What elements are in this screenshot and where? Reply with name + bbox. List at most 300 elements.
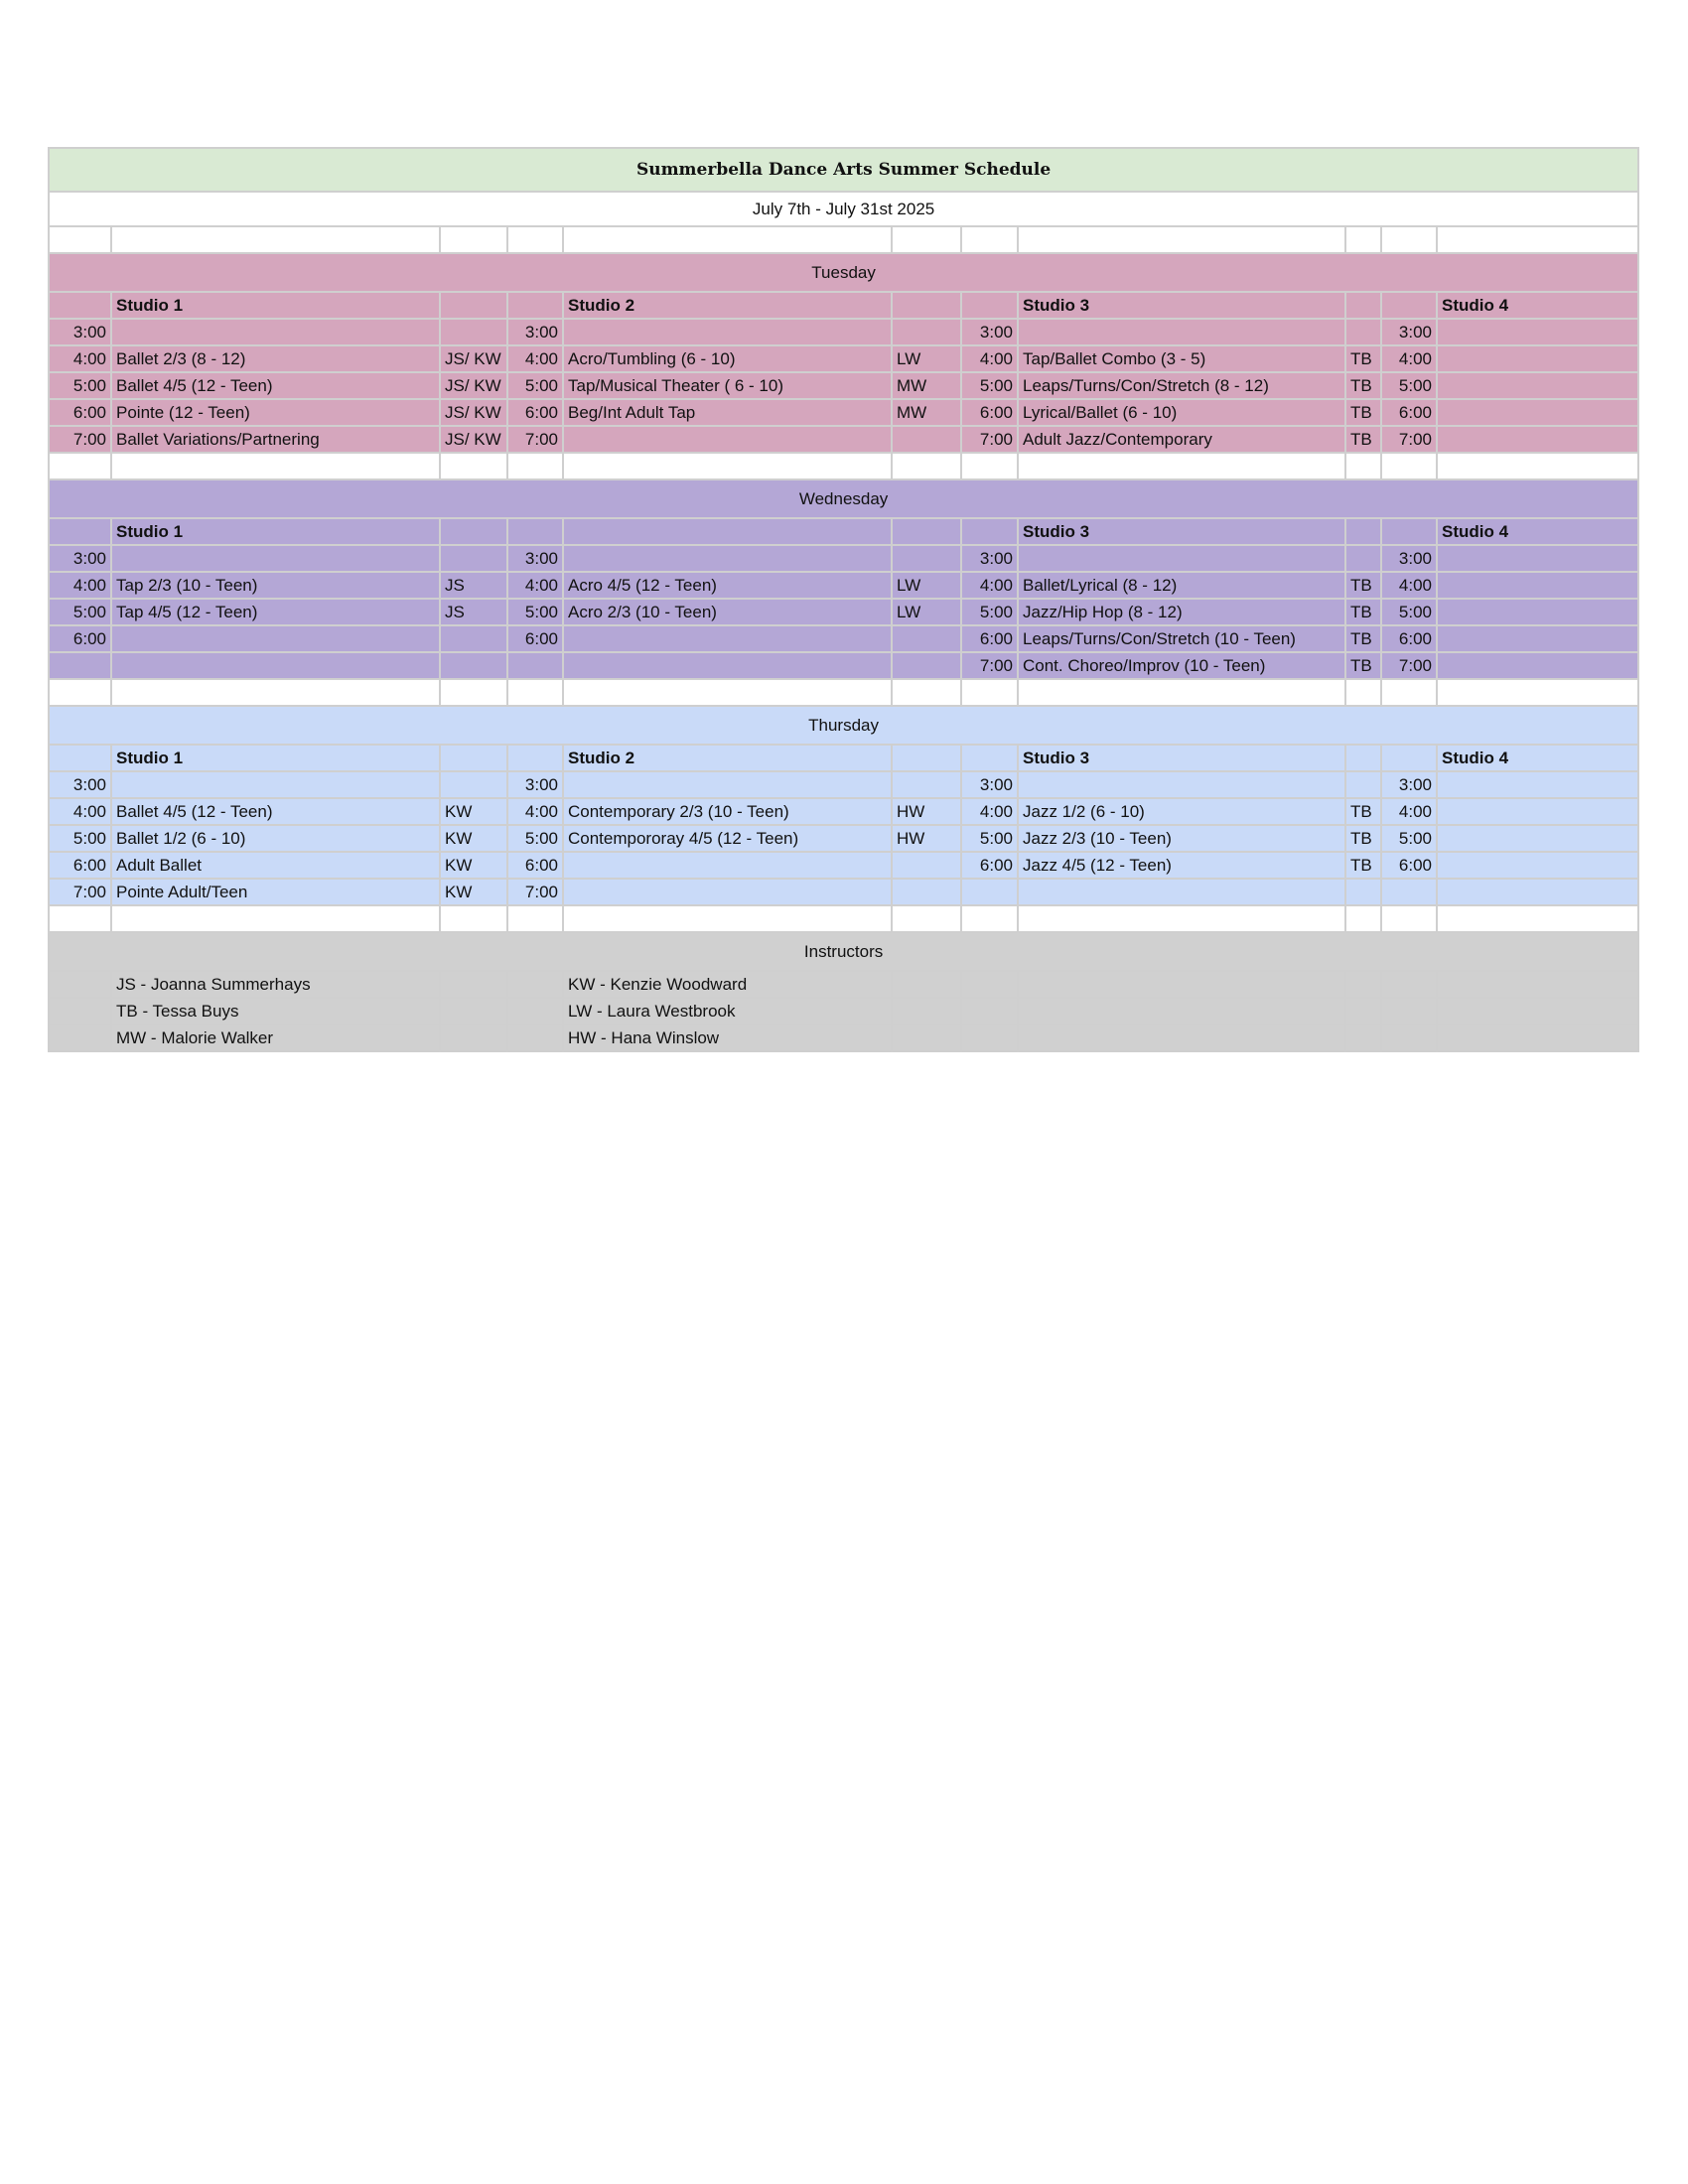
instructor-initials-cell <box>892 319 961 345</box>
time-cell: 3:00 <box>961 545 1018 572</box>
empty-cell <box>440 1024 507 1051</box>
time-cell: 5:00 <box>49 372 111 399</box>
empty-cell <box>1437 453 1638 479</box>
class-cell: Lyrical/Ballet (6 - 10) <box>1018 399 1345 426</box>
table-row <box>49 545 1638 572</box>
table-row <box>49 852 1638 879</box>
time-cell: 4:00 <box>961 572 1018 599</box>
schedule-table <box>48 147 1639 1052</box>
class-cell <box>1018 771 1345 798</box>
empty-cell <box>961 292 1018 319</box>
time-cell: 6:00 <box>49 625 111 652</box>
instructor-initials-cell <box>440 771 507 798</box>
empty-cell <box>892 905 961 932</box>
time-cell: 3:00 <box>49 545 111 572</box>
instructor-initials-cell <box>892 652 961 679</box>
time-cell: 6:00 <box>961 625 1018 652</box>
class-cell <box>563 879 892 905</box>
instructor-initials-cell: KW <box>440 798 507 825</box>
instructor-initials-cell: KW <box>440 852 507 879</box>
time-cell: 5:00 <box>507 599 563 625</box>
class-cell: Ballet 2/3 (8 - 12) <box>111 345 440 372</box>
studio-header <box>563 518 892 545</box>
instructor-initials-cell <box>1345 771 1381 798</box>
class-cell <box>111 545 440 572</box>
instructor-initials-cell <box>892 545 961 572</box>
instructor-initials-cell: TB <box>1345 652 1381 679</box>
class-cell: Tap 2/3 (10 - Teen) <box>111 572 440 599</box>
empty-cell <box>961 453 1018 479</box>
instructor-row <box>49 998 1638 1024</box>
studio-header: Studio 2 <box>563 292 892 319</box>
class-cell <box>1018 879 1345 905</box>
empty-cell <box>1381 292 1437 319</box>
time-cell: 5:00 <box>1381 372 1437 399</box>
time-cell: 7:00 <box>961 426 1018 453</box>
instructor-initials-cell <box>892 771 961 798</box>
empty-cell <box>892 518 961 545</box>
time-cell: 4:00 <box>1381 572 1437 599</box>
time-cell: 3:00 <box>507 545 563 572</box>
day-title: Wednesday <box>49 479 1638 518</box>
day-header-row <box>49 706 1638 745</box>
time-cell: 4:00 <box>49 345 111 372</box>
time-cell: 6:00 <box>961 852 1018 879</box>
empty-cell <box>1345 679 1381 706</box>
table-row <box>49 372 1638 399</box>
instructor-initials-cell <box>1345 319 1381 345</box>
class-cell <box>563 625 892 652</box>
instructor-initials-cell: KW <box>440 879 507 905</box>
instructor-initials-cell: JS <box>440 572 507 599</box>
empty-cell <box>1381 518 1437 545</box>
empty-cell <box>49 518 111 545</box>
empty-cell <box>49 292 111 319</box>
studio-header-row <box>49 518 1638 545</box>
class-cell: Beg/Int Adult Tap <box>563 399 892 426</box>
time-cell: 3:00 <box>1381 319 1437 345</box>
time-cell: 5:00 <box>961 825 1018 852</box>
instructor-name: MW - Malorie Walker <box>111 1024 440 1051</box>
time-cell: 7:00 <box>1381 652 1437 679</box>
empty-cell <box>1381 971 1437 998</box>
time-cell: 5:00 <box>507 372 563 399</box>
empty-cell <box>1018 1024 1345 1051</box>
empty-cell <box>440 971 507 998</box>
empty-cell <box>1018 998 1345 1024</box>
class-cell <box>111 771 440 798</box>
empty-cell <box>961 971 1018 998</box>
empty-cell <box>1437 998 1638 1024</box>
class-cell: Acro/Tumbling (6 - 10) <box>563 345 892 372</box>
empty-cell <box>49 905 111 932</box>
instructor-initials-cell: LW <box>892 345 961 372</box>
class-cell: Ballet Variations/Partnering <box>111 426 440 453</box>
instructor-name: HW - Hana Winslow <box>563 1024 892 1051</box>
class-cell: Contemporary 2/3 (10 - Teen) <box>563 798 892 825</box>
time-cell: 3:00 <box>1381 545 1437 572</box>
class-cell: Jazz/Hip Hop (8 - 12) <box>1018 599 1345 625</box>
empty-cell <box>440 226 507 253</box>
spacer-row <box>49 905 1638 932</box>
empty-cell <box>1381 905 1437 932</box>
studio-header: Studio 3 <box>1018 745 1345 771</box>
class-cell <box>1437 625 1638 652</box>
time-cell: 6:00 <box>507 852 563 879</box>
instructor-initials-cell <box>440 545 507 572</box>
time-cell <box>961 879 1018 905</box>
empty-cell <box>961 679 1018 706</box>
instructor-initials-cell: TB <box>1345 625 1381 652</box>
empty-cell <box>563 453 892 479</box>
empty-cell <box>1381 226 1437 253</box>
empty-cell <box>892 226 961 253</box>
empty-cell <box>563 679 892 706</box>
instructor-initials-cell: TB <box>1345 852 1381 879</box>
instructor-initials-cell: JS/ KW <box>440 399 507 426</box>
empty-cell <box>961 745 1018 771</box>
class-cell: Pointe Adult/Teen <box>111 879 440 905</box>
time-cell: 5:00 <box>507 825 563 852</box>
class-cell: Adult Ballet <box>111 852 440 879</box>
empty-cell <box>961 905 1018 932</box>
empty-cell <box>1018 453 1345 479</box>
time-cell: 4:00 <box>49 798 111 825</box>
class-cell <box>111 319 440 345</box>
instructor-initials-cell: LW <box>892 599 961 625</box>
instructor-initials-cell: TB <box>1345 426 1381 453</box>
instructor-initials-cell: JS/ KW <box>440 345 507 372</box>
empty-cell <box>440 453 507 479</box>
table-row <box>49 798 1638 825</box>
instructor-initials-cell: JS/ KW <box>440 426 507 453</box>
class-cell <box>1437 771 1638 798</box>
class-cell <box>1437 798 1638 825</box>
instructor-initials-cell: TB <box>1345 599 1381 625</box>
class-cell: Tap/Ballet Combo (3 - 5) <box>1018 345 1345 372</box>
time-cell: 4:00 <box>49 572 111 599</box>
empty-cell <box>1345 998 1381 1024</box>
class-cell <box>563 652 892 679</box>
instructor-initials-cell <box>892 852 961 879</box>
time-cell: 3:00 <box>507 319 563 345</box>
empty-cell <box>1345 1024 1381 1051</box>
instructor-name: KW - Kenzie Woodward <box>563 971 892 998</box>
empty-cell <box>892 453 961 479</box>
empty-cell <box>1018 226 1345 253</box>
table-row <box>49 399 1638 426</box>
instructor-initials-cell <box>1345 879 1381 905</box>
empty-cell <box>892 679 961 706</box>
empty-cell <box>507 998 563 1024</box>
instructor-initials-cell <box>892 879 961 905</box>
time-cell: 3:00 <box>961 771 1018 798</box>
class-cell <box>1437 825 1638 852</box>
table-row <box>49 426 1638 453</box>
time-cell: 6:00 <box>507 399 563 426</box>
empty-cell <box>1345 905 1381 932</box>
time-cell: 7:00 <box>507 879 563 905</box>
class-cell: Jazz 1/2 (6 - 10) <box>1018 798 1345 825</box>
empty-cell <box>1437 905 1638 932</box>
page-title: Summerbella Dance Arts Summer Schedule <box>49 148 1638 192</box>
empty-cell <box>440 679 507 706</box>
time-cell: 4:00 <box>507 798 563 825</box>
time-cell: 7:00 <box>507 426 563 453</box>
class-cell <box>563 545 892 572</box>
instructor-initials-cell: TB <box>1345 798 1381 825</box>
empty-cell <box>1018 905 1345 932</box>
time-cell: 7:00 <box>49 879 111 905</box>
empty-cell <box>440 745 507 771</box>
instructor-row <box>49 1024 1638 1051</box>
empty-cell <box>507 745 563 771</box>
time-cell: 6:00 <box>961 399 1018 426</box>
instructor-initials-cell: MW <box>892 372 961 399</box>
class-cell: Tap/Musical Theater ( 6 - 10) <box>563 372 892 399</box>
time-cell: 4:00 <box>961 345 1018 372</box>
time-cell: 5:00 <box>961 372 1018 399</box>
time-cell: 3:00 <box>49 771 111 798</box>
time-cell: 4:00 <box>507 572 563 599</box>
instructor-initials-cell <box>892 625 961 652</box>
class-cell: Jazz 2/3 (10 - Teen) <box>1018 825 1345 852</box>
empty-cell <box>961 226 1018 253</box>
empty-cell <box>892 1024 961 1051</box>
class-cell <box>1437 345 1638 372</box>
class-cell <box>1437 426 1638 453</box>
empty-cell <box>1381 679 1437 706</box>
table-row <box>49 825 1638 852</box>
empty-cell <box>49 971 111 998</box>
empty-cell <box>440 518 507 545</box>
class-cell: Acro 4/5 (12 - Teen) <box>563 572 892 599</box>
class-cell: Ballet 1/2 (6 - 10) <box>111 825 440 852</box>
empty-cell <box>49 1024 111 1051</box>
day-header-row <box>49 479 1638 518</box>
empty-cell <box>1437 971 1638 998</box>
studio-header: Studio 1 <box>111 518 440 545</box>
empty-cell <box>1437 1024 1638 1051</box>
class-cell <box>1018 545 1345 572</box>
class-cell <box>563 426 892 453</box>
empty-cell <box>1381 1024 1437 1051</box>
class-cell <box>563 319 892 345</box>
empty-cell <box>111 226 440 253</box>
instructors-title: Instructors <box>49 932 1638 971</box>
studio-header: Studio 1 <box>111 745 440 771</box>
time-cell: 6:00 <box>49 399 111 426</box>
empty-cell <box>49 998 111 1024</box>
empty-cell <box>1437 679 1638 706</box>
class-cell <box>111 625 440 652</box>
time-cell: 6:00 <box>1381 399 1437 426</box>
instructor-initials-cell: HW <box>892 825 961 852</box>
class-cell: Jazz 4/5 (12 - Teen) <box>1018 852 1345 879</box>
time-cell: 3:00 <box>1381 771 1437 798</box>
class-cell <box>1437 319 1638 345</box>
date-range: July 7th - July 31st 2025 <box>49 192 1638 226</box>
class-cell: Leaps/Turns/Con/Stretch (8 - 12) <box>1018 372 1345 399</box>
empty-cell <box>507 226 563 253</box>
empty-cell <box>961 1024 1018 1051</box>
time-cell: 5:00 <box>961 599 1018 625</box>
empty-cell <box>440 292 507 319</box>
empty-cell <box>1018 679 1345 706</box>
time-cell: 5:00 <box>1381 825 1437 852</box>
time-cell: 6:00 <box>507 625 563 652</box>
empty-cell <box>507 453 563 479</box>
empty-cell <box>1381 998 1437 1024</box>
class-cell <box>1437 852 1638 879</box>
time-cell <box>1381 879 1437 905</box>
class-cell: Contempororay 4/5 (12 - Teen) <box>563 825 892 852</box>
class-cell <box>111 652 440 679</box>
instructor-initials-cell <box>440 625 507 652</box>
class-cell: Leaps/Turns/Con/Stretch (10 - Teen) <box>1018 625 1345 652</box>
class-cell <box>1437 599 1638 625</box>
empty-cell <box>49 226 111 253</box>
instructor-initials-cell: JS/ KW <box>440 372 507 399</box>
instructor-initials-cell: TB <box>1345 372 1381 399</box>
time-cell: 5:00 <box>49 825 111 852</box>
instructor-initials-cell: MW <box>892 399 961 426</box>
table-row <box>49 652 1638 679</box>
class-cell <box>563 852 892 879</box>
time-cell <box>49 652 111 679</box>
empty-cell <box>507 971 563 998</box>
class-cell <box>1437 545 1638 572</box>
day-title: Tuesday <box>49 253 1638 292</box>
empty-cell <box>111 679 440 706</box>
class-cell: Ballet 4/5 (12 - Teen) <box>111 372 440 399</box>
time-cell: 5:00 <box>1381 599 1437 625</box>
empty-cell <box>892 745 961 771</box>
empty-cell <box>49 679 111 706</box>
instructor-name: LW - Laura Westbrook <box>563 998 892 1024</box>
studio-header: Studio 2 <box>563 745 892 771</box>
empty-cell <box>49 745 111 771</box>
studio-header: Studio 4 <box>1437 745 1638 771</box>
empty-cell <box>961 998 1018 1024</box>
instructor-initials-cell: KW <box>440 825 507 852</box>
studio-header: Studio 3 <box>1018 518 1345 545</box>
instructor-name: JS - Joanna Summerhays <box>111 971 440 998</box>
time-cell: 6:00 <box>1381 625 1437 652</box>
class-cell <box>1437 399 1638 426</box>
time-cell: 6:00 <box>49 852 111 879</box>
instructor-row <box>49 971 1638 998</box>
class-cell <box>563 771 892 798</box>
time-cell: 4:00 <box>1381 345 1437 372</box>
instructor-initials-cell: TB <box>1345 345 1381 372</box>
class-cell <box>1437 572 1638 599</box>
instructor-initials-cell <box>440 652 507 679</box>
instructor-initials-cell: TB <box>1345 399 1381 426</box>
studio-header: Studio 4 <box>1437 518 1638 545</box>
class-cell: Cont. Choreo/Improv (10 - Teen) <box>1018 652 1345 679</box>
time-cell: 4:00 <box>1381 798 1437 825</box>
class-cell: Pointe (12 - Teen) <box>111 399 440 426</box>
studio-header: Studio 4 <box>1437 292 1638 319</box>
empty-cell <box>507 679 563 706</box>
time-cell: 5:00 <box>49 599 111 625</box>
empty-cell <box>507 292 563 319</box>
class-cell: Adult Jazz/Contemporary <box>1018 426 1345 453</box>
empty-cell <box>1345 518 1381 545</box>
time-cell: 7:00 <box>49 426 111 453</box>
instructors-header-row <box>49 932 1638 971</box>
empty-cell <box>440 905 507 932</box>
empty-cell <box>563 905 892 932</box>
time-cell: 3:00 <box>961 319 1018 345</box>
empty-cell <box>892 971 961 998</box>
table-row <box>49 599 1638 625</box>
class-cell <box>1437 652 1638 679</box>
empty-cell <box>440 998 507 1024</box>
empty-cell <box>1345 453 1381 479</box>
time-cell: 3:00 <box>49 319 111 345</box>
empty-cell <box>892 998 961 1024</box>
empty-cell <box>1381 453 1437 479</box>
empty-cell <box>1345 971 1381 998</box>
empty-cell <box>563 226 892 253</box>
empty-cell <box>1345 745 1381 771</box>
class-cell: Acro 2/3 (10 - Teen) <box>563 599 892 625</box>
instructor-initials-cell: LW <box>892 572 961 599</box>
spacer-row <box>49 453 1638 479</box>
table-row <box>49 345 1638 372</box>
table-row <box>49 572 1638 599</box>
day-title: Thursday <box>49 706 1638 745</box>
spacer-row <box>49 679 1638 706</box>
time-cell: 3:00 <box>507 771 563 798</box>
empty-cell <box>1018 971 1345 998</box>
class-cell: Tap 4/5 (12 - Teen) <box>111 599 440 625</box>
instructor-initials-cell: JS <box>440 599 507 625</box>
studio-header: Studio 1 <box>111 292 440 319</box>
instructor-initials-cell <box>440 319 507 345</box>
empty-cell <box>111 453 440 479</box>
class-cell <box>1018 319 1345 345</box>
instructor-name: TB - Tessa Buys <box>111 998 440 1024</box>
time-cell: 6:00 <box>1381 852 1437 879</box>
empty-cell <box>49 453 111 479</box>
studio-header: Studio 3 <box>1018 292 1345 319</box>
day-header-row <box>49 253 1638 292</box>
instructor-initials-cell <box>1345 545 1381 572</box>
table-row <box>49 625 1638 652</box>
empty-cell <box>507 905 563 932</box>
empty-cell <box>111 905 440 932</box>
studio-header-row <box>49 745 1638 771</box>
class-cell: Ballet/Lyrical (8 - 12) <box>1018 572 1345 599</box>
time-cell: 7:00 <box>1381 426 1437 453</box>
empty-cell <box>1345 292 1381 319</box>
instructor-initials-cell: HW <box>892 798 961 825</box>
table-row <box>49 879 1638 905</box>
empty-cell <box>1381 745 1437 771</box>
empty-cell <box>961 518 1018 545</box>
spacer-row <box>49 226 1638 253</box>
table-row <box>49 771 1638 798</box>
instructor-initials-cell: TB <box>1345 825 1381 852</box>
time-cell: 4:00 <box>961 798 1018 825</box>
empty-cell <box>892 292 961 319</box>
class-cell: Ballet 4/5 (12 - Teen) <box>111 798 440 825</box>
studio-header-row <box>49 292 1638 319</box>
time-cell <box>507 652 563 679</box>
